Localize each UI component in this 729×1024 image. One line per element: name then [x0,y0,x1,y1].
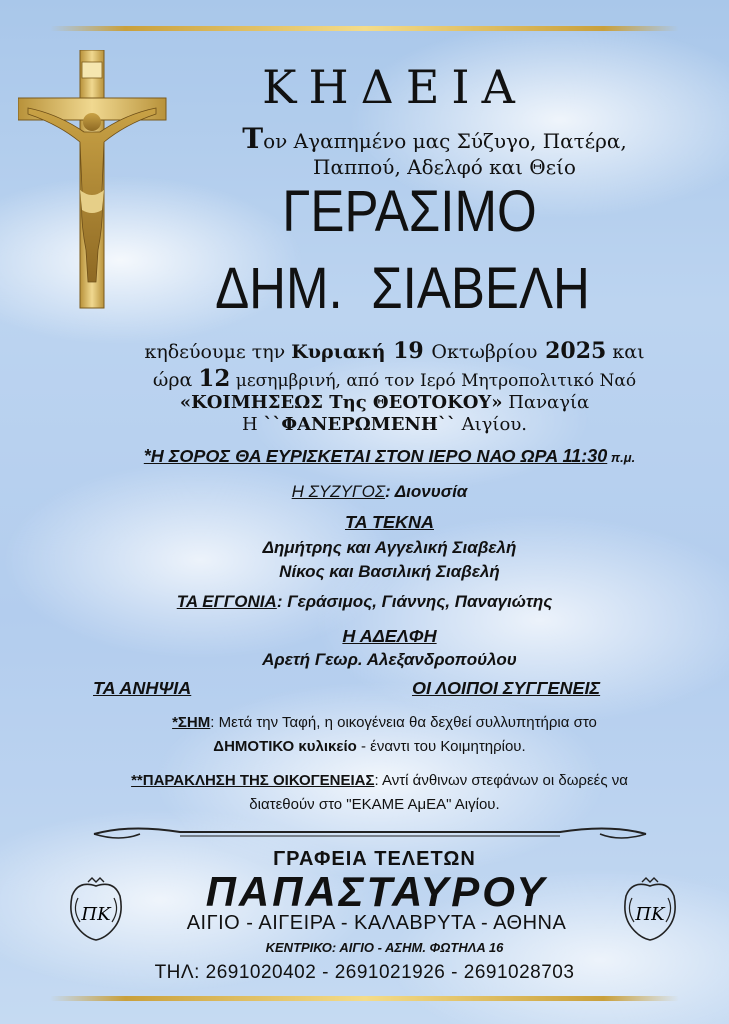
deceased-last-name: ΔΗΜ. ΣΙΑΒΕΛΗ [215,256,590,321]
note-1-prefix: *ΣΗΜ [172,714,211,731]
ceremony-line-1 [30,338,729,364]
spouse-name: : Διονυσία [385,482,468,501]
children-line-2: Νίκος και Βασιλική Σιαβελή [279,562,500,581]
note-2-line-1 [15,772,729,789]
ceremony-text: Παναγία [502,392,590,413]
top-gold-divider [50,26,679,31]
wake-notice [25,446,729,467]
ceremony-line-4 [20,414,729,435]
ceremony-text: ώρα [152,369,199,391]
children-line-1: Δημήτρης και Αγγελική Σιαβελή [262,538,517,557]
note-1-line-1 [20,714,729,731]
ceremony-year: 2025 [537,338,607,364]
intro-initial: Τ [242,122,264,155]
grandchildren-names: : Γεράσιμος, Γιάννης, Παναγιώτης [276,592,553,611]
note-1-line-2 [5,738,729,755]
bottom-gold-divider [50,996,679,1001]
ceremony-date: 19 [385,338,432,364]
deceased-first-name: ΓΕΡΑΣΙΜΟ [282,179,537,244]
office-label: ΓΡΑΦΕΙΑ ΤΕΛΕΤΩΝ [273,848,476,870]
office-locations: ΑΙΓΙΟ - ΑΙΓΕΙΡΑ - ΚΑΛΑΒΡΥΤΑ - ΑΘΗΝΑ [186,912,567,934]
note-2-line-2: διατεθούν στο "ΕΚΑΜΕ ΑμΕΑ" Αιγίου. [249,796,500,813]
ceremony-hour: 12 [198,365,231,392]
page-title: ΚΗΔΕΙΑ [262,60,527,114]
sister-label: Η ΑΔΕΛΦΗ [342,626,437,646]
intro-line-1 [70,122,729,155]
angel-wings-monogram-icon [620,876,680,946]
ceremony-city: Αιγίου. [455,414,527,435]
ceremony-text: και [606,341,645,363]
emblem-monogram: ΠΚ [81,904,111,925]
sister-name: Αρετή Γεωρ. Αλεξανδροπούλου [262,650,517,669]
wake-notice-suffix: π.μ. [607,450,636,465]
angel-wings-monogram-icon [66,876,126,946]
note-1-end: - έναντι του Κοιμητηρίου. [356,738,526,755]
phone-numbers: ΤΗΛ: 2691020402 - 2691021926 - 2691028703 [154,962,575,983]
flourish-divider [90,822,650,844]
ceremony-text: μεσημβρινή, από τον Ιερό Μητροπολιτικό Ναό [230,371,637,391]
note-2-text: : Αντί άνθινων στεφάνων οι δωρεές να [374,772,628,789]
nephews-label: ΤΑ ΑΝΗΨΙΑ [93,678,192,698]
children-label: ΤΑ ΤΕΚΝΑ [345,512,434,532]
grandchildren-line [0,592,729,612]
wake-notice-text: *Η ΣΟΡΟΣ ΘΑ ΕΥΡΙΣΚΕΤΑΙ ΣΤΟΝ ΙΕΡΟ ΝΑΟ ΩΡΑ 11:30 [143,446,608,466]
note-1-venue: ΔΗΜΟΤΙΚΟ κυλικείο [213,738,357,755]
spouse-label: Η ΣΥΖΥΓΟΣ [291,482,386,501]
ceremony-line-2 [30,365,729,392]
emblem-monogram: ΠΚ [635,904,665,925]
head-office: ΚΕΝΤΡΙΚΟ: ΑΙΓΙΟ - ΑΣΗΜ. ΦΩΤΗΛΑ 16 [265,940,504,955]
spouse-line [15,482,729,502]
note-2-prefix: **ΠΑΡΑΚΛΗΣΗ ΤΗΣ ΟΙΚΟΓΕΝΕΙΑΣ [131,772,375,789]
office-name: ΠΑΠΑΣΤΑΥΡΟΥ [205,868,548,915]
ceremony-day: Κυριακή [291,341,386,363]
ceremony-text: κηδεύουμε την [144,341,292,363]
ceremony-month: Οκτωβρίου [431,341,538,363]
ceremony-line-3 [20,392,729,413]
grandchildren-label: ΤΑ ΕΓΓΟΝΙΑ [176,592,277,611]
ceremony-text: Η [241,414,264,435]
note-1-text: : Μετά την Ταφή, η οικογένεια θα δεχθεί συλλυπητήρια στο [210,714,597,731]
intro-line-2: Παππού, Αδελφό και Θείο [313,155,576,179]
church-name: «ΚΟΙΜΗΣΕΩΣ Της ΘΕΟΤΟΚΟΥ» [179,392,503,413]
intro-line-1-text: ον Αγαπημένο μας Σύζυγο, Πατέρα, [263,129,627,153]
church-epithet: ``ΦΑΝΕΡΩΜΕΝΗ`` [263,414,456,435]
relatives-label: ΟΙ ΛΟΙΠΟΙ ΣΥΓΓΕΝΕΙΣ [412,678,601,698]
